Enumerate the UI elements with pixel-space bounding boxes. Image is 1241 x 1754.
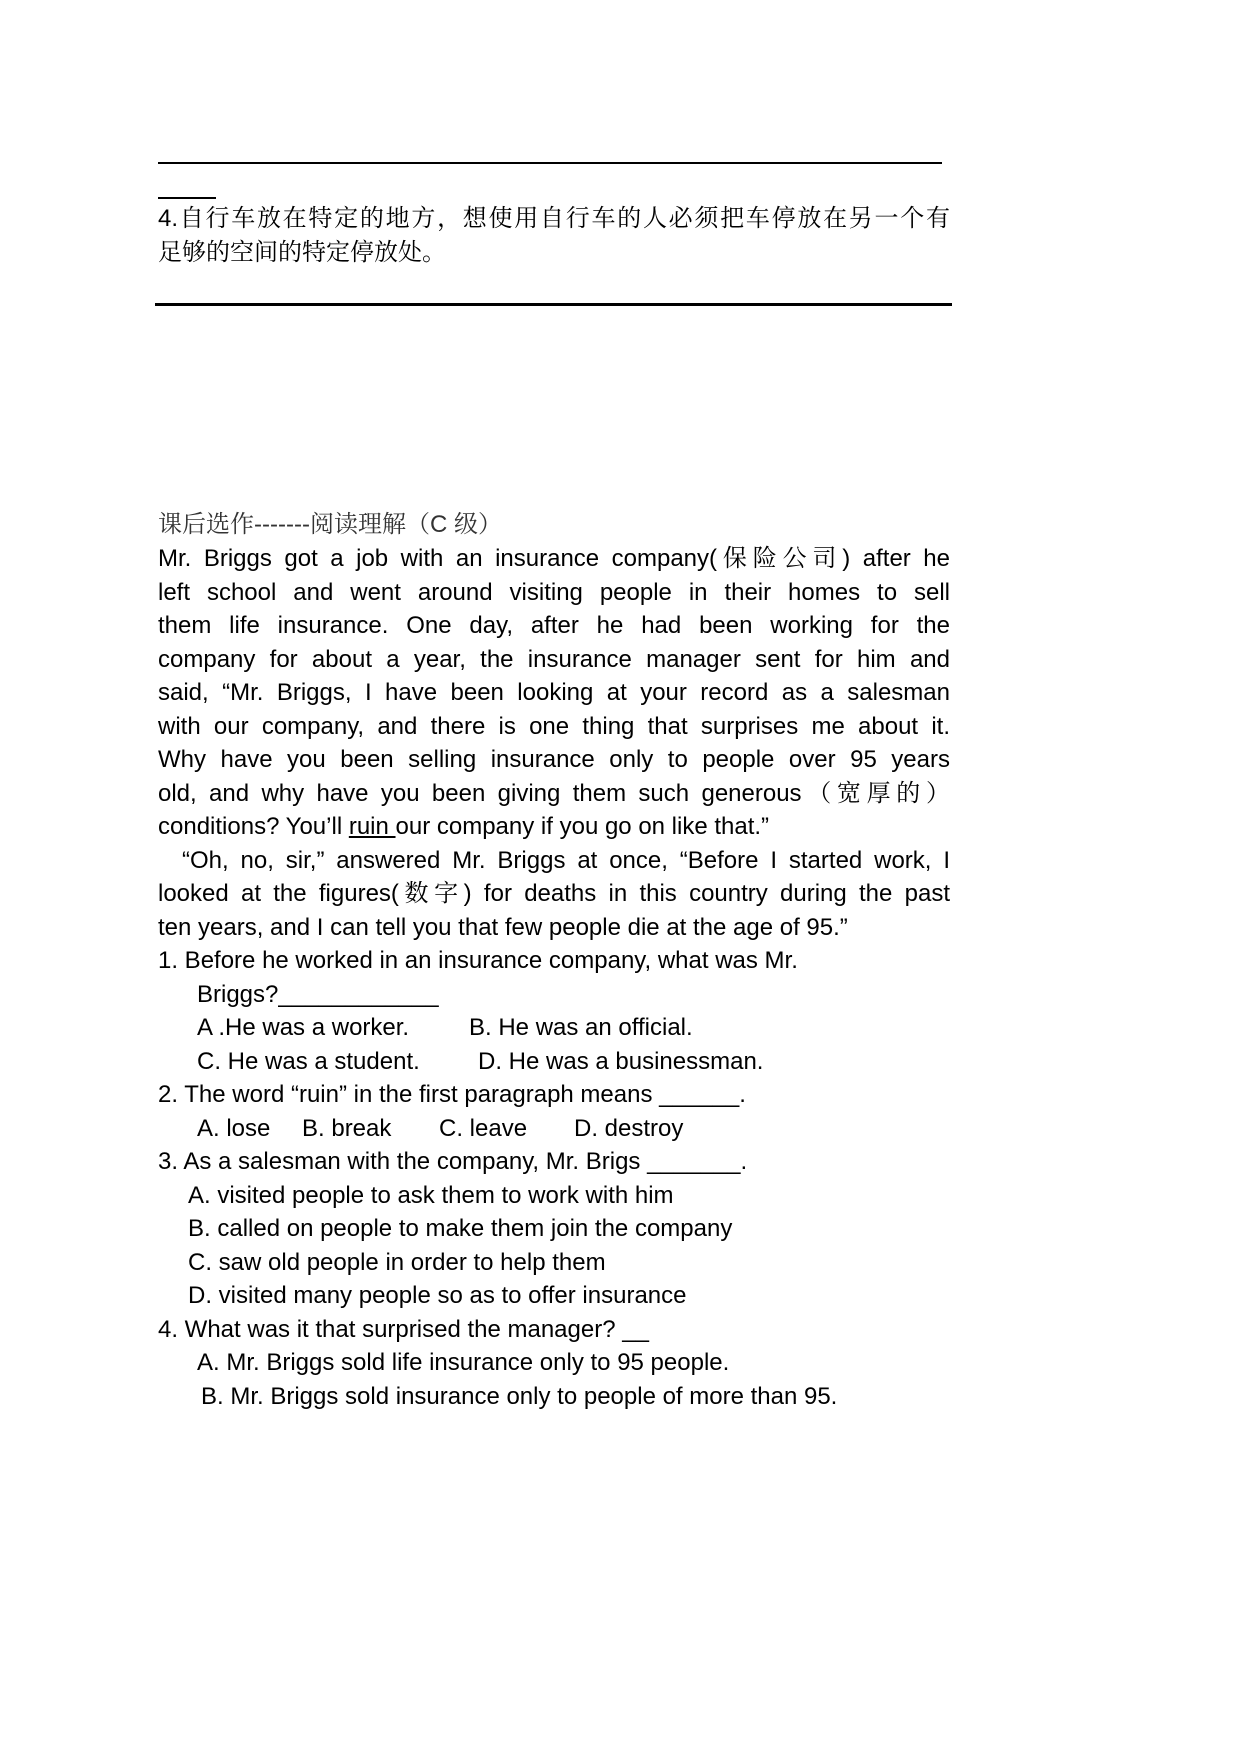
text: our company if you go on like that.” bbox=[395, 813, 770, 840]
text: conditions? You’ll bbox=[158, 813, 349, 840]
question-4-stem: 4. What was it that surprised the manager? __ bbox=[158, 1316, 649, 1343]
answer-line-thick bbox=[155, 303, 952, 306]
option: C. saw old people in order to help them bbox=[188, 1249, 606, 1276]
option: B. break bbox=[302, 1115, 392, 1142]
option: A. Mr. Briggs sold life insurance only to 95 people. bbox=[197, 1349, 730, 1376]
option: D. destroy bbox=[574, 1115, 684, 1142]
option: D. He was a businessman. bbox=[478, 1048, 764, 1075]
reading-heading: 课后选作-------阅读理解（C 级） bbox=[158, 511, 502, 538]
option: A. visited people to ask them to work with him bbox=[188, 1182, 674, 1209]
paragraph-line: them life insurance. One day, after he had been working for the bbox=[158, 612, 950, 639]
question-3-stem: 3. As a salesman with the company, Mr. Brigs _______. bbox=[158, 1148, 748, 1175]
paragraph-line: company for about a year, the insurance manager sent for him and bbox=[158, 646, 950, 673]
answer-line-long bbox=[158, 162, 942, 164]
paragraph-line bbox=[158, 812, 950, 842]
option: A. lose bbox=[197, 1115, 271, 1142]
paragraph-line: looked at the figures(数字) for deaths in this country during the past bbox=[158, 880, 950, 907]
option: B. He was an official. bbox=[469, 1014, 693, 1041]
question-4-line-1: 4.自行车放在特定的地方，想使用自行车的人必须把车停放在另一个有 bbox=[158, 205, 950, 232]
answer-line-short bbox=[158, 197, 216, 199]
question-2-stem: 2. The word “ruin” in the first paragraph means ______. bbox=[158, 1081, 746, 1108]
paragraph-line: “Oh, no, sir,” answered Mr. Briggs at once, “Before I started work, I bbox=[182, 847, 950, 874]
paragraph-line: ten years, and I can tell you that few people die at the age of 95.” bbox=[158, 914, 848, 941]
paragraph-line: Why have you been selling insurance only to people over 95 years bbox=[158, 746, 950, 773]
option: D. visited many people so as to offer insurance bbox=[188, 1282, 687, 1309]
option: C. He was a student. bbox=[197, 1048, 420, 1075]
question-4-line-2: 足够的空间的特定停放处。 bbox=[158, 239, 446, 266]
option: C. leave bbox=[439, 1115, 528, 1142]
paragraph-line: Mr. Briggs got a job with an insurance company(保险公司) after he bbox=[158, 545, 950, 572]
underlined-word-ruin: ruin bbox=[348, 813, 396, 840]
paragraph-line: old, and why have you been giving them such generous（宽厚的） bbox=[158, 780, 950, 807]
option: B. Mr. Briggs sold insurance only to people of more than 95. bbox=[201, 1383, 838, 1410]
paragraph-line: with our company, and there is one thing that surprises me about it. bbox=[158, 713, 950, 740]
paragraph-line: said, “Mr. Briggs, I have been looking at your record as a salesman bbox=[158, 679, 950, 706]
option: A .He was a worker. bbox=[197, 1014, 410, 1041]
question-1-stem-cont: Briggs?____________ bbox=[197, 981, 439, 1008]
question-1-stem: 1. Before he worked in an insurance company, what was Mr. bbox=[158, 947, 798, 974]
paragraph-line: left school and went around visiting people in their homes to sell bbox=[158, 579, 950, 606]
option: B. called on people to make them join the company bbox=[188, 1215, 733, 1242]
